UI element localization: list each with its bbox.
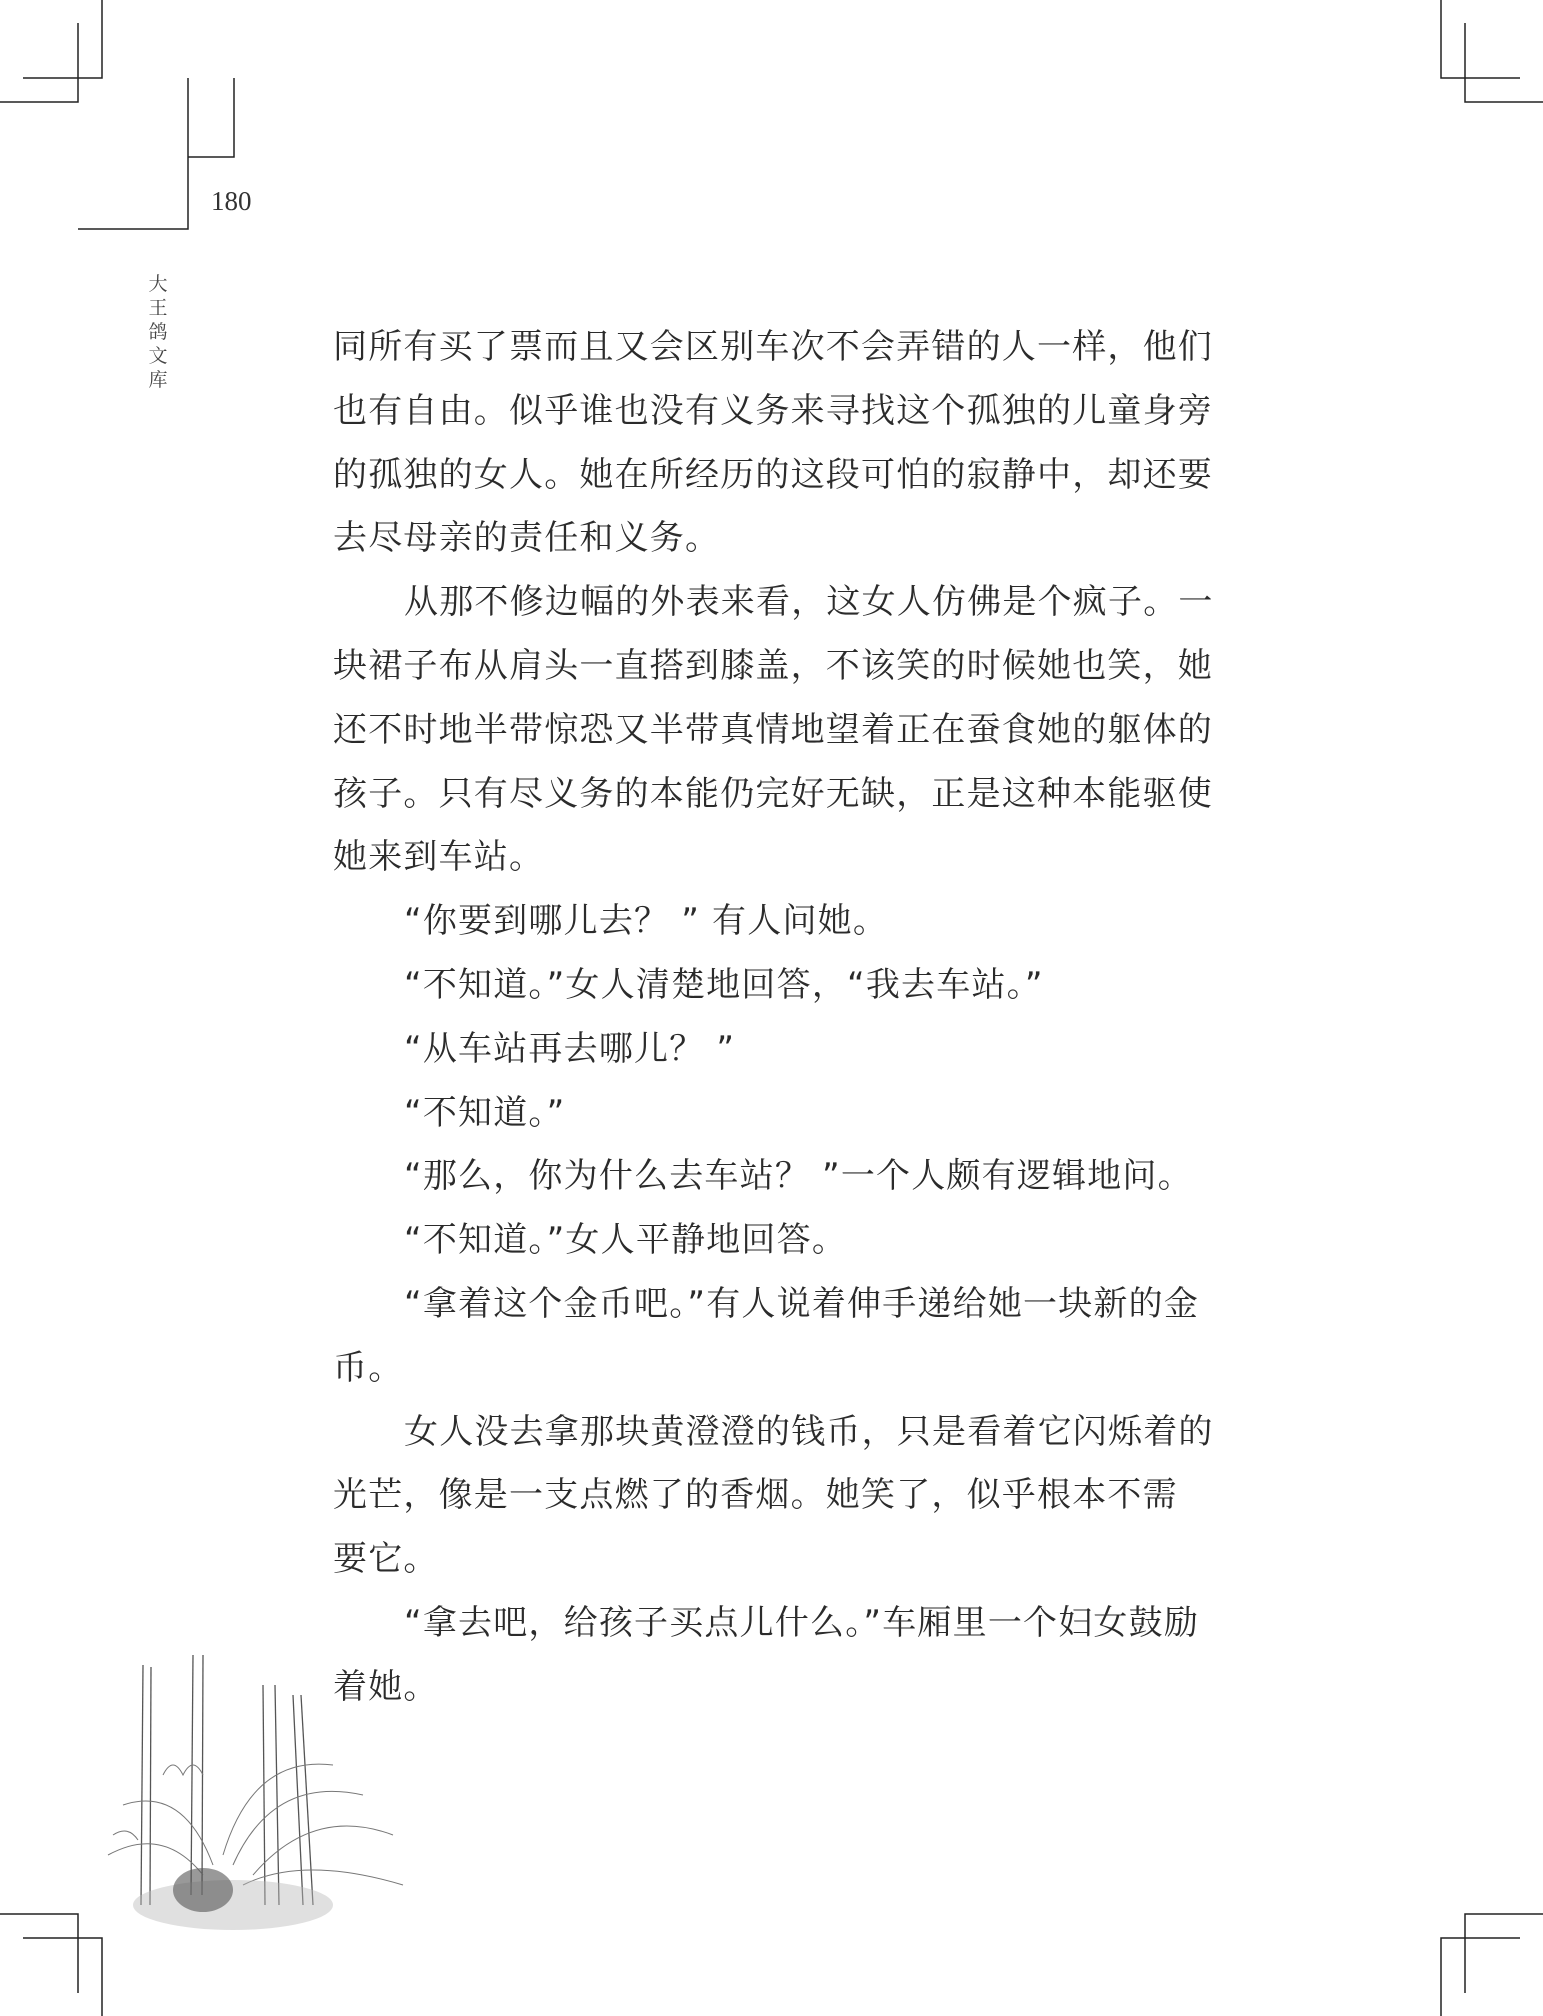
text-line: 女人没去拿那块黄澄澄的钱币，只是看着它闪烁着的: [404, 1411, 1214, 1452]
crop-mark-bottom-right: [1441, 1914, 1543, 2016]
text-line: “你要到哪儿去？ ” 有人问她。: [404, 901, 889, 942]
text-line: 也有自由。似乎谁也没有义务来寻找这个孤独的儿童身旁: [333, 390, 1213, 431]
body-text: [333, 320, 1214, 1724]
text-line: 着她。: [333, 1666, 439, 1707]
text-line: “不知道。”女人清楚地回答，“我去车站。”: [404, 964, 1044, 1005]
series-title-char: 文: [148, 345, 168, 367]
text-line: 光芒，像是一支点燃了的香烟。她笑了，似乎根本不需: [333, 1475, 1178, 1516]
text-line: 币。: [333, 1347, 404, 1388]
text-line: 的孤独的女人。她在所经历的这段可怕的寂静中，却还要: [333, 454, 1213, 495]
text-line: “那么，你为什么去车站？ ”一个人颇有逻辑地问。: [404, 1156, 1193, 1197]
text-line: “拿去吧，给孩子买点儿什么。”车厢里一个妇女鼓励: [404, 1602, 1200, 1643]
text-line: 去尽母亲的责任和义务。: [333, 518, 721, 559]
series-title-char: 王: [148, 297, 168, 319]
text-line: 还不时地半带惊恐又半带真情地望着正在蚕食她的躯体的: [333, 709, 1213, 750]
text-line: 同所有买了票而且又会区别车次不会弄错的人一样，他们: [333, 327, 1213, 367]
series-title-char: 鸽: [148, 321, 168, 343]
series-title: [147, 272, 169, 392]
crop-mark-top-left: [0, 0, 234, 229]
text-line: “不知道。”: [404, 1092, 566, 1133]
text-line: 孩子。只有尽义务的本能仍完好无缺，正是这种本能驱使: [333, 773, 1213, 814]
forest-illustration: [103, 1655, 413, 1945]
text-line: 从那不修边幅的外表来看，这女人仿佛是个疯子。一: [404, 582, 1214, 623]
text-line: 块裙子布从肩头一直搭到膝盖，不该笑的时候她也笑，她: [333, 645, 1213, 686]
text-line: 她来到车站。: [333, 837, 545, 878]
text-line: “不知道。”女人平静地回答。: [404, 1220, 848, 1261]
text-line: “拿着这个金币吧。”有人说着伸手递给她一块新的金: [404, 1283, 1200, 1324]
crop-mark-top-right: [1441, 0, 1543, 102]
series-title-char: 库: [148, 369, 168, 391]
text-line: “从车站再去哪儿？ ”: [404, 1028, 736, 1069]
text-line: 要它。: [333, 1539, 439, 1580]
page-number: 180: [211, 186, 252, 216]
crop-mark-bottom-left: [0, 1914, 102, 2016]
series-title-char: 大: [148, 273, 168, 295]
